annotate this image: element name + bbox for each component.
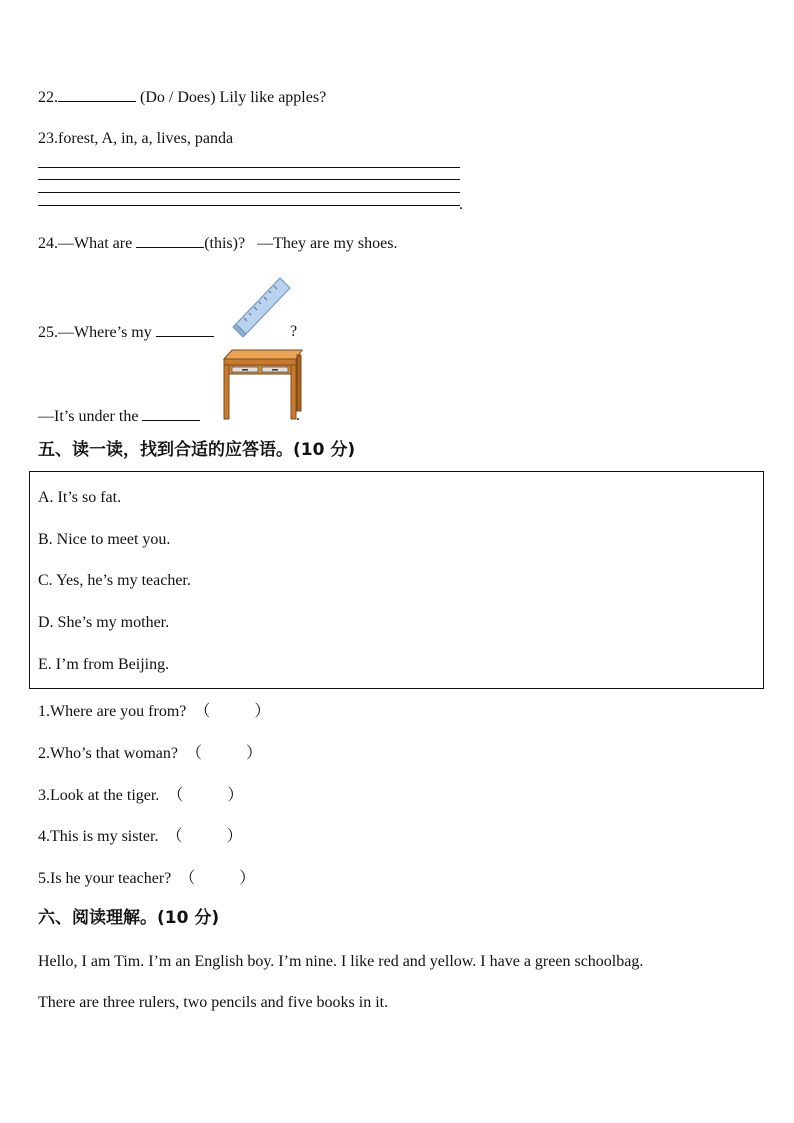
question-text: forest, A, in, a, lives, panda — [58, 130, 234, 147]
answer-bracket[interactable]: （ ） — [167, 787, 244, 804]
answer-part: —It’s under the — [38, 408, 143, 425]
answer-bracket[interactable]: （ ） — [194, 703, 271, 720]
writing-line[interactable] — [38, 205, 460, 206]
writing-line[interactable] — [38, 179, 460, 180]
question-text: 1.Where are you from? — [38, 703, 187, 720]
option-d: D. She’s my mother. — [38, 614, 170, 631]
question-text: 3.Look at the tiger. — [38, 787, 160, 804]
question-part: —They are my shoes. — [257, 235, 398, 252]
match-question-5 — [38, 869, 255, 889]
question-23 — [38, 129, 233, 149]
sentence-end: . — [459, 196, 463, 213]
question-24 — [38, 233, 397, 254]
option-b: B. Nice to meet you. — [38, 531, 171, 548]
section-6-title: 六、阅读理解。(10 分) — [38, 908, 220, 928]
option-a: A. It’s so fat. — [38, 489, 122, 506]
question-text: (Do / Does) Lily like apples? — [140, 89, 327, 106]
answer-blank[interactable] — [142, 406, 200, 421]
option-c: C. Yes, he’s my teacher. — [38, 572, 191, 589]
ruler-image — [230, 272, 294, 340]
question-part: —Where’s my — [58, 324, 156, 341]
match-question-2 — [38, 744, 262, 764]
section-5-title: 五、读一读，找到合适的应答语。(10 分) — [38, 440, 356, 460]
question-number: 23. — [38, 130, 58, 147]
question-25 — [38, 322, 214, 343]
answer-25 — [38, 406, 200, 427]
question-22 — [38, 87, 326, 108]
reading-passage-line-2: There are three rulers, two pencils and five books in it. — [38, 994, 389, 1011]
question-part: —What are — [58, 235, 137, 252]
question-number: 25. — [38, 324, 58, 341]
answer-bracket[interactable]: （ ） — [185, 745, 262, 762]
answer-blank[interactable] — [136, 233, 204, 248]
writing-line[interactable] — [38, 192, 460, 193]
sentence-end: . — [296, 407, 300, 424]
answer-bracket[interactable]: （ ） — [179, 870, 256, 887]
question-number: 22. — [38, 89, 58, 106]
match-question-3 — [38, 786, 243, 806]
question-text: 5.Is he your teacher? — [38, 870, 172, 887]
writing-line[interactable] — [38, 167, 460, 168]
question-part: (this)? — [204, 235, 246, 252]
reading-passage-line-1: Hello, I am Tim. I’m an English boy. I’m nine. I like red and yellow. I have a green schoolbag. — [38, 953, 644, 970]
question-number: 24. — [38, 235, 58, 252]
question-text: 2.Who’s that woman? — [38, 745, 178, 762]
option-e: E. I’m from Beijing. — [38, 656, 170, 673]
answer-bracket[interactable]: （ ） — [166, 828, 243, 845]
match-question-4 — [38, 827, 242, 847]
answer-blank[interactable] — [58, 87, 136, 102]
question-text: 4.This is my sister. — [38, 828, 159, 845]
question-mark: ? — [290, 323, 298, 340]
options-box — [29, 471, 764, 689]
desk-image — [218, 349, 304, 421]
match-question-1 — [38, 702, 270, 722]
answer-blank[interactable] — [156, 322, 214, 337]
